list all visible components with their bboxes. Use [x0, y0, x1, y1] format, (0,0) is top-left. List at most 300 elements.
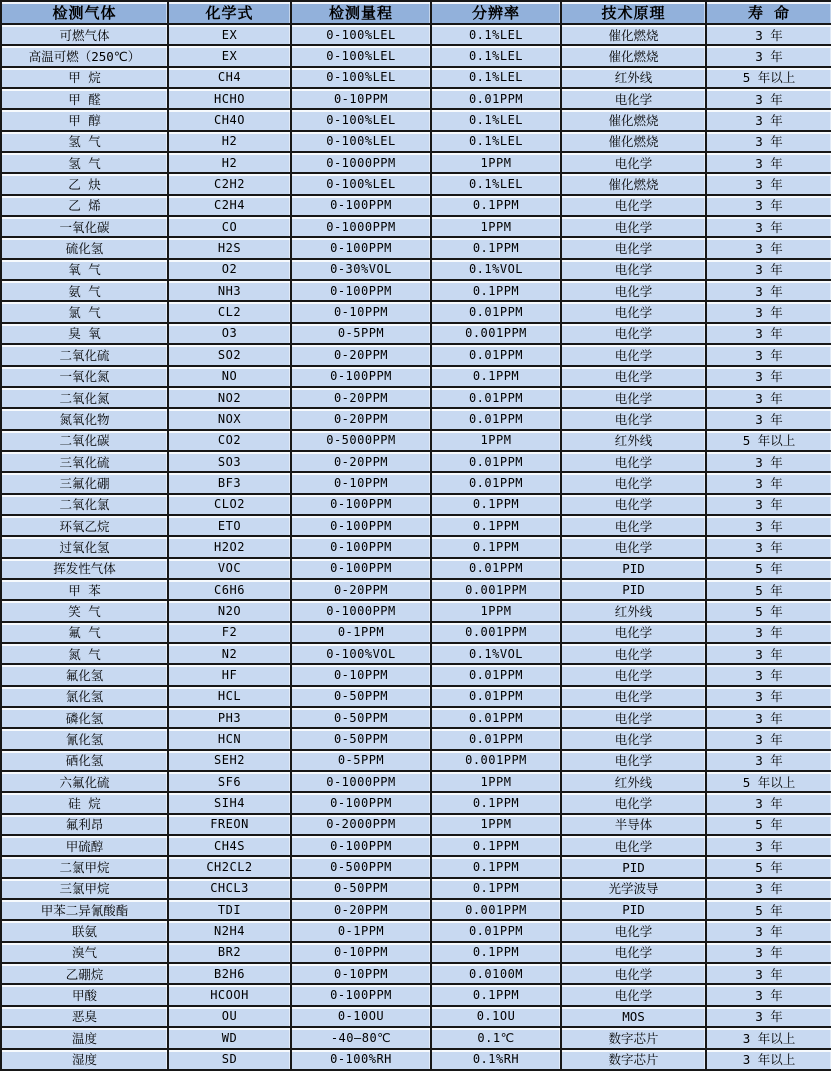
cell-resolution: 0.001PPM [431, 622, 561, 643]
cell-principle: 催化燃烧 [561, 173, 706, 194]
cell-formula: O3 [168, 323, 291, 344]
cell-gas: 温度 [1, 1027, 168, 1048]
cell-gas: 氟 气 [1, 622, 168, 643]
table-row [1, 643, 831, 664]
table-row [1, 173, 831, 194]
cell-principle: 数字芯片 [561, 1027, 706, 1048]
cell-lifespan: 3 年 [706, 536, 831, 557]
table-row [1, 259, 831, 280]
cell-resolution: 0.01PPM [431, 707, 561, 728]
table-row [1, 856, 831, 877]
cell-principle: 红外线 [561, 600, 706, 621]
cell-lifespan: 3 年 [706, 301, 831, 322]
cell-gas: 三氧化硫 [1, 451, 168, 472]
cell-formula: NO [168, 366, 291, 387]
cell-lifespan: 3 年 [706, 643, 831, 664]
cell-formula: CHCL3 [168, 878, 291, 899]
cell-resolution: 0.1PPM [431, 366, 561, 387]
cell-lifespan: 3 年 [706, 216, 831, 237]
table-row [1, 494, 831, 515]
cell-range: 0-100PPM [291, 835, 431, 856]
cell-formula: SO3 [168, 451, 291, 472]
cell-range: 0-100PPM [291, 494, 431, 515]
col-header-lifespan: 寿 命 [706, 1, 831, 24]
cell-range: 0-10PPM [291, 88, 431, 109]
cell-formula: C2H4 [168, 195, 291, 216]
table-row [1, 88, 831, 109]
cell-gas: 笑 气 [1, 600, 168, 621]
cell-gas: 氟化氢 [1, 664, 168, 685]
cell-principle: 电化学 [561, 259, 706, 280]
cell-lifespan: 3 年以上 [706, 1049, 831, 1071]
cell-gas: 氟利昂 [1, 814, 168, 835]
table-row [1, 131, 831, 152]
cell-range: 0-1000PPM [291, 600, 431, 621]
cell-lifespan: 3 年 [706, 387, 831, 408]
table-row [1, 430, 831, 451]
cell-principle: 催化燃烧 [561, 24, 706, 45]
cell-principle: 电化学 [561, 942, 706, 963]
cell-gas: 甲苯二异氰酸酯 [1, 899, 168, 920]
cell-gas: 三氟化硼 [1, 472, 168, 493]
cell-lifespan: 3 年 [706, 750, 831, 771]
cell-principle: 电化学 [561, 408, 706, 429]
cell-formula: H2O2 [168, 536, 291, 557]
cell-principle: 电化学 [561, 515, 706, 536]
cell-range: 0-20PPM [291, 387, 431, 408]
cell-formula: SO2 [168, 344, 291, 365]
cell-range: 0-10PPM [291, 472, 431, 493]
table-row [1, 750, 831, 771]
cell-principle: 电化学 [561, 88, 706, 109]
cell-gas: 三氯甲烷 [1, 878, 168, 899]
cell-principle: 电化学 [561, 963, 706, 984]
cell-principle: 电化学 [561, 920, 706, 941]
cell-formula: N2H4 [168, 920, 291, 941]
table-row [1, 835, 831, 856]
cell-resolution: 1PPM [431, 430, 561, 451]
cell-resolution: 0.1PPM [431, 494, 561, 515]
cell-resolution: 0.1PPM [431, 792, 561, 813]
cell-gas: 氢 气 [1, 131, 168, 152]
cell-range: 0-50PPM [291, 686, 431, 707]
cell-formula: EX [168, 24, 291, 45]
cell-range: 0-500PPM [291, 856, 431, 877]
cell-range: 0-100PPM [291, 515, 431, 536]
cell-principle: MOS [561, 1006, 706, 1027]
table-row [1, 728, 831, 749]
table-row [1, 195, 831, 216]
cell-principle: PID [561, 558, 706, 579]
cell-principle: 电化学 [561, 472, 706, 493]
cell-principle: 电化学 [561, 792, 706, 813]
cell-range: 0-50PPM [291, 878, 431, 899]
cell-formula: PH3 [168, 707, 291, 728]
table-row [1, 814, 831, 835]
cell-resolution: 0.1%VOL [431, 259, 561, 280]
cell-range: 0-10PPM [291, 942, 431, 963]
cell-lifespan: 5 年以上 [706, 430, 831, 451]
table-row [1, 963, 831, 984]
cell-lifespan: 3 年 [706, 622, 831, 643]
cell-lifespan: 5 年 [706, 600, 831, 621]
cell-range: 0-5PPM [291, 750, 431, 771]
cell-range: 0-100%LEL [291, 173, 431, 194]
cell-principle: 电化学 [561, 344, 706, 365]
cell-principle: 电化学 [561, 152, 706, 173]
cell-formula: H2S [168, 237, 291, 258]
cell-gas: 氧 气 [1, 259, 168, 280]
cell-range: 0-1000PPM [291, 771, 431, 792]
cell-lifespan: 3 年 [706, 408, 831, 429]
cell-lifespan: 3 年 [706, 942, 831, 963]
table-header [1, 1, 831, 24]
table-row [1, 707, 831, 728]
table-row [1, 472, 831, 493]
cell-range: 0-100%LEL [291, 24, 431, 45]
cell-principle: 电化学 [561, 686, 706, 707]
cell-principle: 电化学 [561, 237, 706, 258]
cell-resolution: 0.1PPM [431, 280, 561, 301]
cell-resolution: 0.1PPM [431, 856, 561, 877]
cell-resolution: 1PPM [431, 600, 561, 621]
cell-formula: SEH2 [168, 750, 291, 771]
cell-resolution: 1PPM [431, 152, 561, 173]
cell-gas: 环氧乙烷 [1, 515, 168, 536]
cell-range: 0-10OU [291, 1006, 431, 1027]
table-row [1, 387, 831, 408]
cell-principle: 催化燃烧 [561, 45, 706, 66]
cell-principle: 电化学 [561, 387, 706, 408]
cell-range: 0-100%RH [291, 1049, 431, 1071]
col-header-principle: 技术原理 [561, 1, 706, 24]
cell-gas: 甲 醇 [1, 109, 168, 130]
cell-gas: 氰化氢 [1, 728, 168, 749]
cell-resolution: 0.01PPM [431, 686, 561, 707]
cell-principle: 电化学 [561, 195, 706, 216]
cell-principle: PID [561, 579, 706, 600]
cell-principle: 电化学 [561, 664, 706, 685]
cell-resolution: 0.1%VOL [431, 643, 561, 664]
cell-lifespan: 5 年 [706, 899, 831, 920]
cell-lifespan: 3 年 [706, 451, 831, 472]
cell-formula: N2 [168, 643, 291, 664]
cell-gas: 氯化氢 [1, 686, 168, 707]
table-row [1, 152, 831, 173]
cell-range: -40—80℃ [291, 1027, 431, 1048]
cell-gas: 恶臭 [1, 1006, 168, 1027]
cell-principle: 数字芯片 [561, 1049, 706, 1071]
cell-resolution: 0.1PPM [431, 536, 561, 557]
cell-lifespan: 3 年 [706, 664, 831, 685]
cell-resolution: 1PPM [431, 216, 561, 237]
table-row [1, 67, 831, 88]
cell-lifespan: 5 年以上 [706, 67, 831, 88]
cell-formula: VOC [168, 558, 291, 579]
col-header-gas: 检测气体 [1, 1, 168, 24]
cell-gas: 硫化氢 [1, 237, 168, 258]
cell-range: 0-100%VOL [291, 643, 431, 664]
cell-gas: 硒化氢 [1, 750, 168, 771]
cell-principle: 电化学 [561, 984, 706, 1005]
cell-gas: 二氧化氮 [1, 387, 168, 408]
cell-resolution: 0.1PPM [431, 942, 561, 963]
cell-range: 0-100%LEL [291, 131, 431, 152]
cell-gas: 硅 烷 [1, 792, 168, 813]
cell-resolution: 0.1PPM [431, 195, 561, 216]
cell-principle: 电化学 [561, 366, 706, 387]
table-row [1, 664, 831, 685]
cell-principle: PID [561, 856, 706, 877]
cell-lifespan: 3 年 [706, 920, 831, 941]
cell-principle: 红外线 [561, 771, 706, 792]
cell-resolution: 0.01PPM [431, 558, 561, 579]
cell-resolution: 0.1PPM [431, 237, 561, 258]
cell-resolution: 0.1PPM [431, 878, 561, 899]
table-row [1, 600, 831, 621]
cell-resolution: 0.1%LEL [431, 24, 561, 45]
cell-gas: 一氧化碳 [1, 216, 168, 237]
cell-formula: F2 [168, 622, 291, 643]
table-row [1, 45, 831, 66]
cell-gas: 可燃气体 [1, 24, 168, 45]
cell-formula: HCOOH [168, 984, 291, 1005]
header-row [1, 1, 831, 24]
table-row [1, 1027, 831, 1048]
table-row [1, 515, 831, 536]
cell-gas: 氮 气 [1, 643, 168, 664]
cell-range: 0-100PPM [291, 984, 431, 1005]
cell-resolution: 0.01PPM [431, 451, 561, 472]
table-row [1, 366, 831, 387]
cell-range: 0-50PPM [291, 728, 431, 749]
cell-lifespan: 3 年 [706, 472, 831, 493]
cell-principle: 红外线 [561, 430, 706, 451]
cell-gas: 甲 苯 [1, 579, 168, 600]
cell-gas: 乙 炔 [1, 173, 168, 194]
cell-range: 0-1PPM [291, 622, 431, 643]
cell-lifespan: 5 年 [706, 558, 831, 579]
cell-principle: 催化燃烧 [561, 109, 706, 130]
cell-gas: 氮氧化物 [1, 408, 168, 429]
cell-lifespan: 3 年 [706, 131, 831, 152]
table-row [1, 408, 831, 429]
table-row [1, 771, 831, 792]
cell-resolution: 0.1%LEL [431, 45, 561, 66]
cell-resolution: 0.001PPM [431, 899, 561, 920]
cell-principle: 电化学 [561, 728, 706, 749]
cell-range: 0-20PPM [291, 408, 431, 429]
cell-range: 0-30%VOL [291, 259, 431, 280]
cell-formula: H2 [168, 152, 291, 173]
cell-lifespan: 3 年 [706, 984, 831, 1005]
cell-formula: FREON [168, 814, 291, 835]
cell-resolution: 0.1PPM [431, 835, 561, 856]
cell-formula: BF3 [168, 472, 291, 493]
table-row [1, 984, 831, 1005]
cell-lifespan: 3 年 [706, 45, 831, 66]
cell-lifespan: 3 年 [706, 366, 831, 387]
cell-resolution: 0.1PPM [431, 984, 561, 1005]
cell-resolution: 1PPM [431, 814, 561, 835]
cell-formula: C6H6 [168, 579, 291, 600]
cell-formula: CL2 [168, 301, 291, 322]
cell-lifespan: 5 年 [706, 579, 831, 600]
cell-formula: HCL [168, 686, 291, 707]
cell-formula: SF6 [168, 771, 291, 792]
cell-lifespan: 3 年 [706, 1006, 831, 1027]
table-row [1, 558, 831, 579]
cell-range: 0-100PPM [291, 280, 431, 301]
cell-formula: N2O [168, 600, 291, 621]
cell-principle: 红外线 [561, 67, 706, 88]
cell-formula: BR2 [168, 942, 291, 963]
table-row [1, 237, 831, 258]
cell-lifespan: 3 年 [706, 728, 831, 749]
cell-principle: 电化学 [561, 643, 706, 664]
table-row [1, 280, 831, 301]
cell-principle: 电化学 [561, 835, 706, 856]
cell-formula: NOX [168, 408, 291, 429]
table-row [1, 899, 831, 920]
cell-principle: 电化学 [561, 707, 706, 728]
cell-formula: CH4O [168, 109, 291, 130]
cell-gas: 二氯甲烷 [1, 856, 168, 877]
cell-formula: TDI [168, 899, 291, 920]
table-row [1, 579, 831, 600]
table-row [1, 622, 831, 643]
cell-formula: EX [168, 45, 291, 66]
cell-gas: 联氨 [1, 920, 168, 941]
cell-principle: 电化学 [561, 622, 706, 643]
cell-formula: CH2CL2 [168, 856, 291, 877]
cell-formula: OU [168, 1006, 291, 1027]
cell-lifespan: 3 年 [706, 707, 831, 728]
cell-range: 0-2000PPM [291, 814, 431, 835]
cell-gas: 挥发性气体 [1, 558, 168, 579]
cell-formula: O2 [168, 259, 291, 280]
cell-lifespan: 3 年 [706, 195, 831, 216]
table-body [1, 24, 831, 1070]
cell-gas: 甲酸 [1, 984, 168, 1005]
cell-lifespan: 5 年 [706, 856, 831, 877]
cell-principle: 光学波导 [561, 878, 706, 899]
cell-formula: ETO [168, 515, 291, 536]
cell-range: 0-1PPM [291, 920, 431, 941]
table-row [1, 301, 831, 322]
cell-range: 0-100PPM [291, 558, 431, 579]
cell-lifespan: 3 年 [706, 963, 831, 984]
table-row [1, 24, 831, 45]
cell-range: 0-20PPM [291, 579, 431, 600]
cell-gas: 过氧化氢 [1, 536, 168, 557]
cell-range: 0-5PPM [291, 323, 431, 344]
cell-resolution: 0.01PPM [431, 301, 561, 322]
cell-principle: 电化学 [561, 301, 706, 322]
cell-range: 0-20PPM [291, 344, 431, 365]
cell-gas: 氯 气 [1, 301, 168, 322]
cell-gas: 氢 气 [1, 152, 168, 173]
cell-gas: 磷化氢 [1, 707, 168, 728]
cell-principle: 电化学 [561, 750, 706, 771]
cell-range: 0-100%LEL [291, 45, 431, 66]
cell-lifespan: 3 年 [706, 686, 831, 707]
cell-range: 0-1000PPM [291, 152, 431, 173]
cell-lifespan: 3 年 [706, 494, 831, 515]
cell-range: 0-100PPM [291, 366, 431, 387]
table-row [1, 792, 831, 813]
cell-formula: B2H6 [168, 963, 291, 984]
cell-range: 0-5000PPM [291, 430, 431, 451]
cell-resolution: 0.01PPM [431, 728, 561, 749]
cell-gas: 高温可燃（250℃） [1, 45, 168, 66]
cell-lifespan: 5 年以上 [706, 771, 831, 792]
cell-range: 0-20PPM [291, 451, 431, 472]
cell-range: 0-20PPM [291, 899, 431, 920]
cell-formula: HCHO [168, 88, 291, 109]
cell-formula: CO2 [168, 430, 291, 451]
table-row [1, 942, 831, 963]
cell-gas: 臭 氧 [1, 323, 168, 344]
cell-principle: 催化燃烧 [561, 131, 706, 152]
cell-principle: 电化学 [561, 216, 706, 237]
cell-range: 0-1000PPM [291, 216, 431, 237]
cell-gas: 二氧化硫 [1, 344, 168, 365]
cell-principle: PID [561, 899, 706, 920]
cell-gas: 一氧化氮 [1, 366, 168, 387]
cell-lifespan: 3 年以上 [706, 1027, 831, 1048]
table-row [1, 1049, 831, 1071]
cell-lifespan: 3 年 [706, 323, 831, 344]
cell-range: 0-100PPM [291, 237, 431, 258]
cell-lifespan: 3 年 [706, 24, 831, 45]
cell-lifespan: 3 年 [706, 237, 831, 258]
cell-range: 0-100PPM [291, 195, 431, 216]
cell-formula: CLO2 [168, 494, 291, 515]
cell-lifespan: 3 年 [706, 259, 831, 280]
cell-resolution: 0.1PPM [431, 515, 561, 536]
cell-formula: HF [168, 664, 291, 685]
cell-range: 0-100PPM [291, 536, 431, 557]
table-row [1, 451, 831, 472]
cell-lifespan: 3 年 [706, 835, 831, 856]
cell-range: 0-10PPM [291, 664, 431, 685]
cell-formula: C2H2 [168, 173, 291, 194]
cell-resolution: 0.01PPM [431, 408, 561, 429]
cell-resolution: 0.01PPM [431, 472, 561, 493]
cell-gas: 二氧化碳 [1, 430, 168, 451]
cell-range: 0-50PPM [291, 707, 431, 728]
cell-lifespan: 3 年 [706, 152, 831, 173]
cell-formula: SD [168, 1049, 291, 1071]
cell-resolution: 0.1℃ [431, 1027, 561, 1048]
cell-range: 0-100%LEL [291, 67, 431, 88]
cell-resolution: 1PPM [431, 771, 561, 792]
table-row [1, 323, 831, 344]
cell-lifespan: 3 年 [706, 344, 831, 365]
table-row [1, 920, 831, 941]
cell-range: 0-100%LEL [291, 109, 431, 130]
col-header-resolution: 分辨率 [431, 1, 561, 24]
cell-resolution: 0.01PPM [431, 664, 561, 685]
col-header-formula: 化学式 [168, 1, 291, 24]
cell-range: 0-100PPM [291, 792, 431, 813]
cell-resolution: 0.01PPM [431, 920, 561, 941]
cell-gas: 溴气 [1, 942, 168, 963]
cell-gas: 乙 烯 [1, 195, 168, 216]
cell-formula: HCN [168, 728, 291, 749]
cell-gas: 甲 醛 [1, 88, 168, 109]
